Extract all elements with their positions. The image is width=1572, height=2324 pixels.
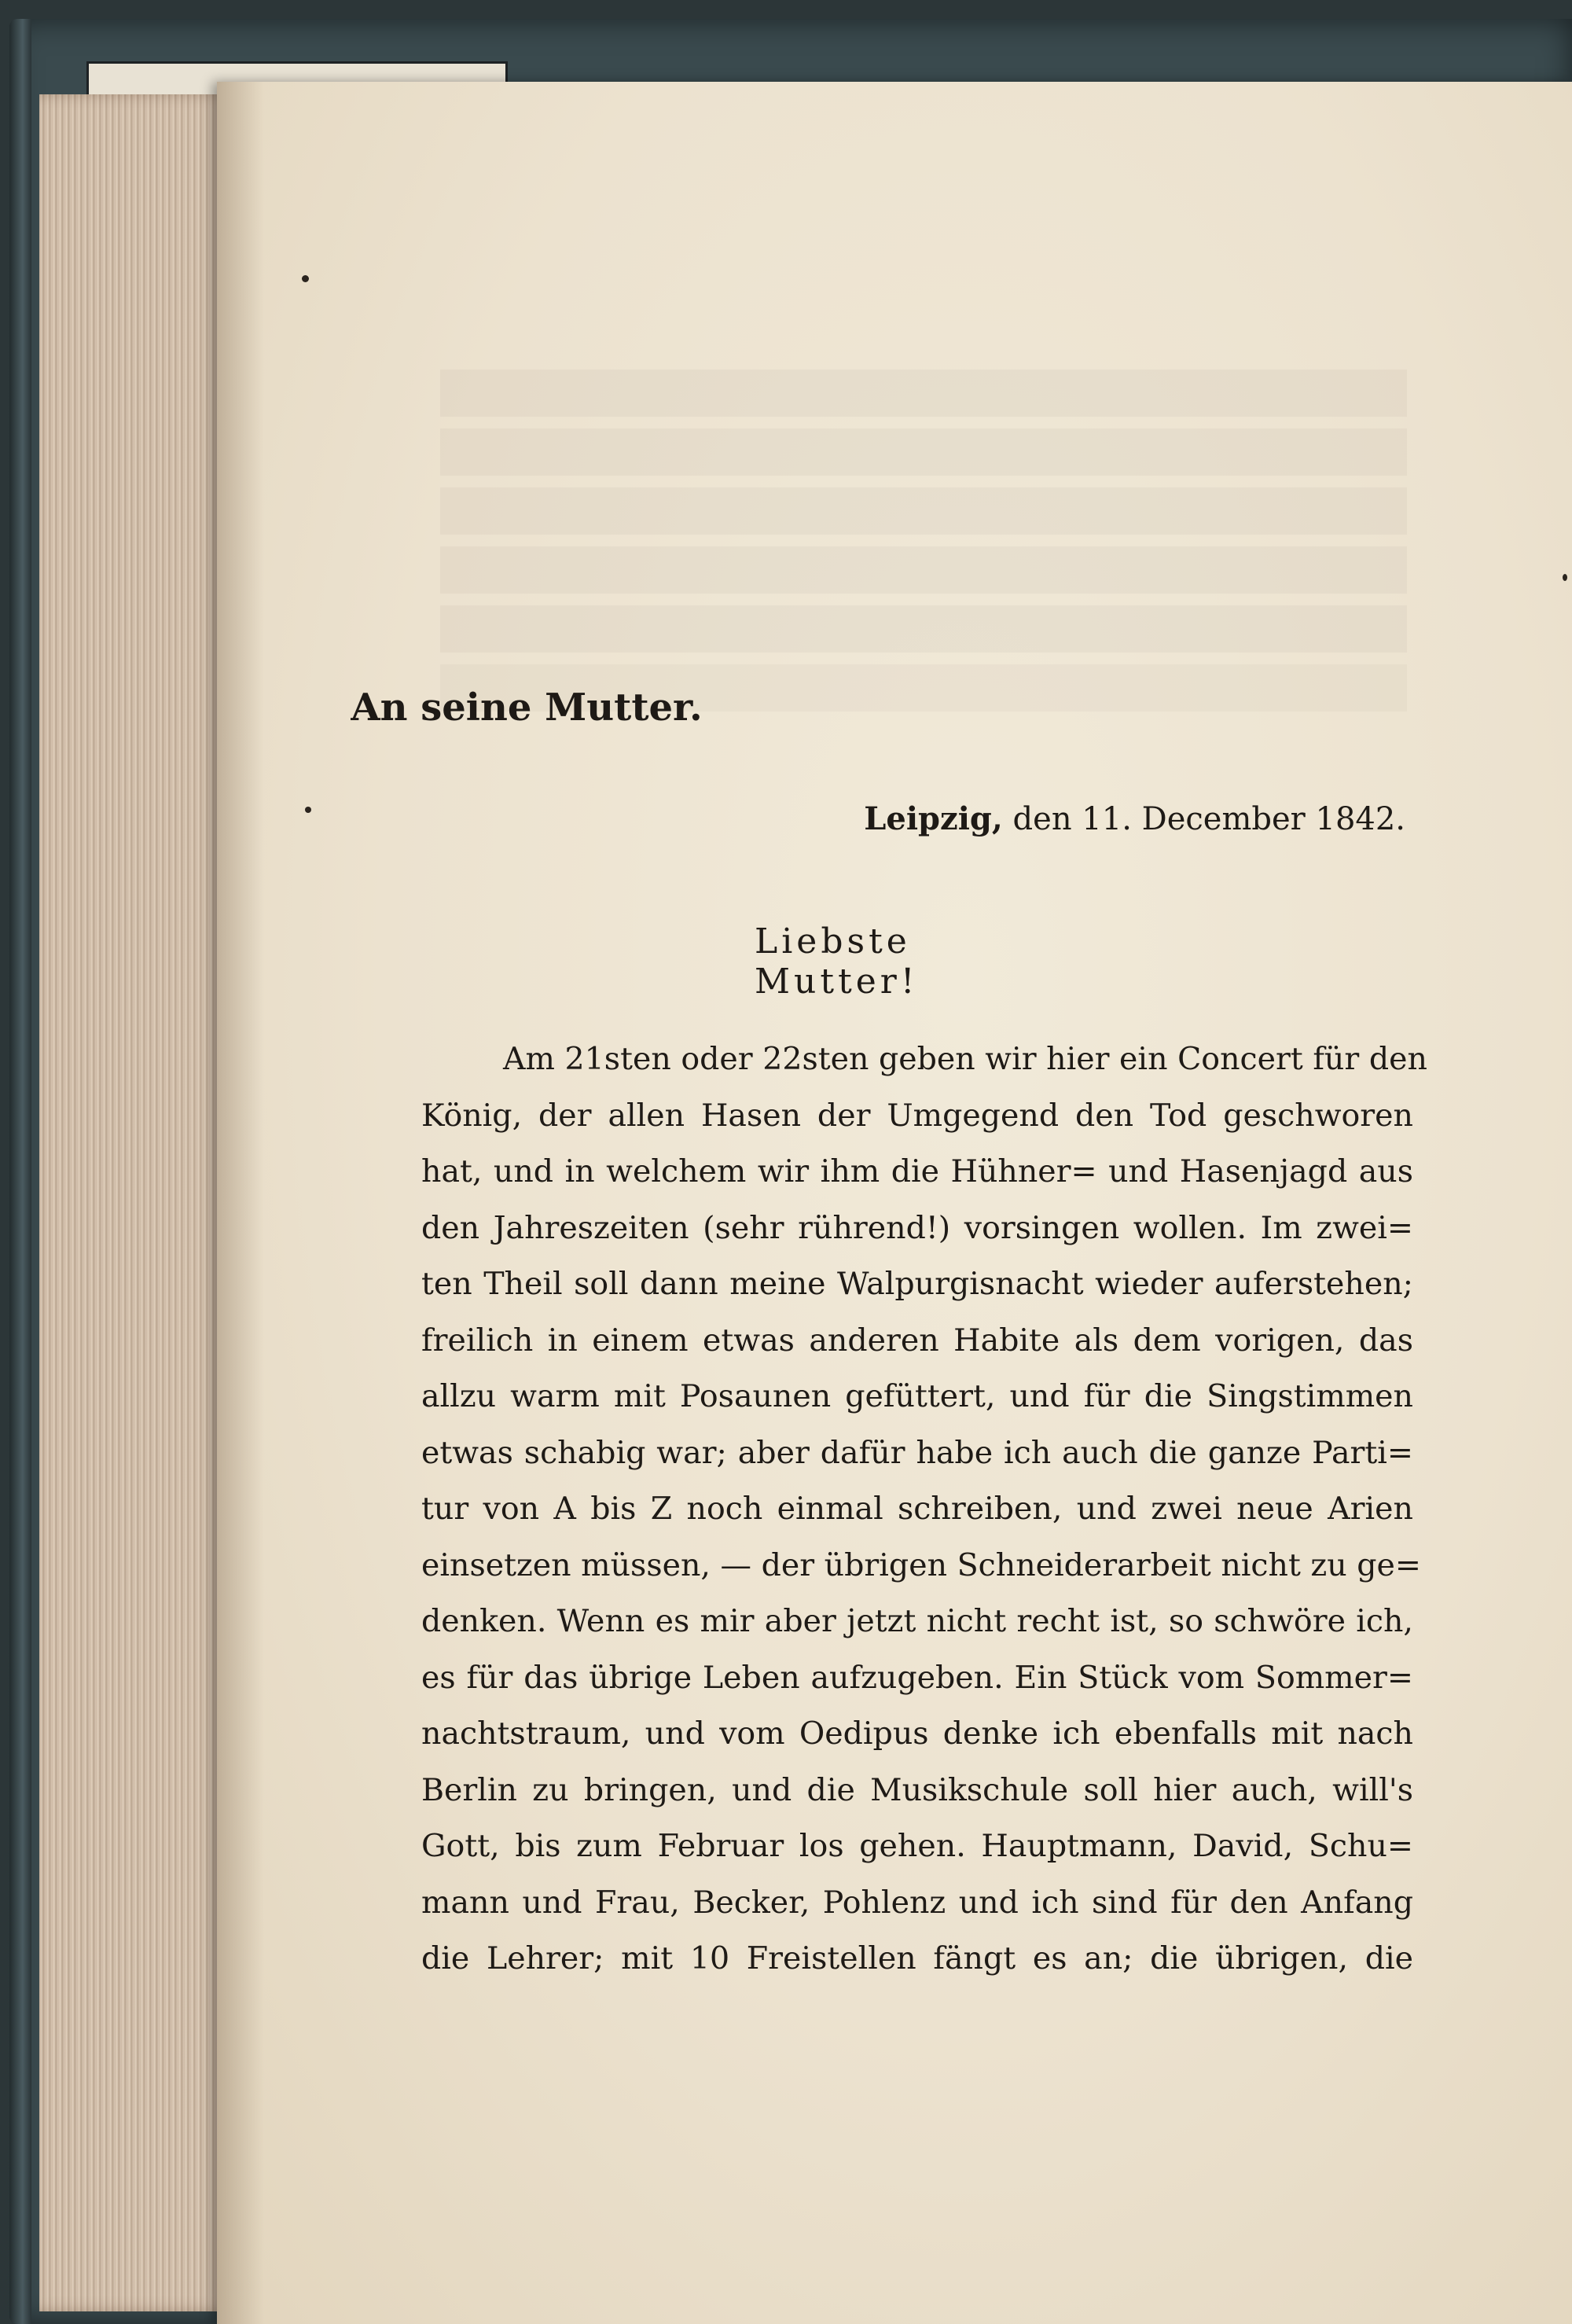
- page-gutter-shadow: [217, 82, 264, 2324]
- ink-speck: [305, 807, 311, 813]
- body-line: freilich in einem etwas anderen Habite als dem vorigen, das: [421, 1322, 1413, 1359]
- body-line: nachtstraum, und vom Oedipus denke ich ebenfalls mit nach: [421, 1715, 1413, 1752]
- letter-title: An seine Mutter.: [351, 686, 703, 730]
- ink-speck: [1563, 574, 1567, 581]
- body-line: tur von A bis Z noch einmal schreiben, und zwei neue Arien: [421, 1491, 1413, 1527]
- body-line: etwas schabig war; aber dafür habe ich auch die ganze Parti=: [421, 1434, 1413, 1471]
- letter-dateline: [800, 800, 1405, 837]
- body-line: hat, und in welchem wir ihm die Hühner= und Hasenjagd aus: [421, 1153, 1413, 1190]
- dateline-place: Leipzig,: [864, 800, 1003, 837]
- letter-salutation: Liebste Mutter!: [755, 921, 919, 1002]
- body-line: denken. Wenn es mir aber jetzt nicht recht ist, so schwöre ich,: [421, 1603, 1413, 1639]
- body-line: den Jahreszeiten (sehr rührend!) vorsingen wollen. Im zwei=: [421, 1209, 1413, 1246]
- body-line: mann und Frau, Becker, Pohlenz und ich sind für den Anfang: [421, 1884, 1413, 1921]
- ink-speck: [302, 275, 309, 282]
- body-line: Berlin zu bringen, und die Musikschule soll hier auch, will's: [421, 1771, 1413, 1808]
- book-spine-edge: [9, 19, 31, 2324]
- body-line: Am 21sten oder 22sten geben wir hier ein Concert für den: [503, 1041, 1427, 1077]
- body-line: die Lehrer; mit 10 Freistellen fängt es an; die übrigen, die: [421, 1940, 1413, 1977]
- body-line: Gott, bis zum Februar los gehen. Hauptmann, David, Schu=: [421, 1828, 1413, 1864]
- body-line: König, der allen Hasen der Umgegend den Tod geschworen: [421, 1097, 1413, 1134]
- body-line: es für das übrige Leben aufzugeben. Ein Stück vom Sommer=: [421, 1659, 1413, 1696]
- letter-body: [421, 1031, 1427, 1988]
- body-line: allzu warm mit Posaunen gefüttert, und für die Singstimmen: [421, 1378, 1413, 1414]
- dateline-date: den 11. December 1842.: [1012, 801, 1405, 837]
- page-stack-edges: [39, 94, 228, 2311]
- body-line: ten Theil soll dann meine Walpurgisnacht wieder auferstehen;: [421, 1266, 1413, 1302]
- body-line: einsetzen müssen, — der übrigen Schneiderarbeit nicht zu ge=: [421, 1546, 1421, 1583]
